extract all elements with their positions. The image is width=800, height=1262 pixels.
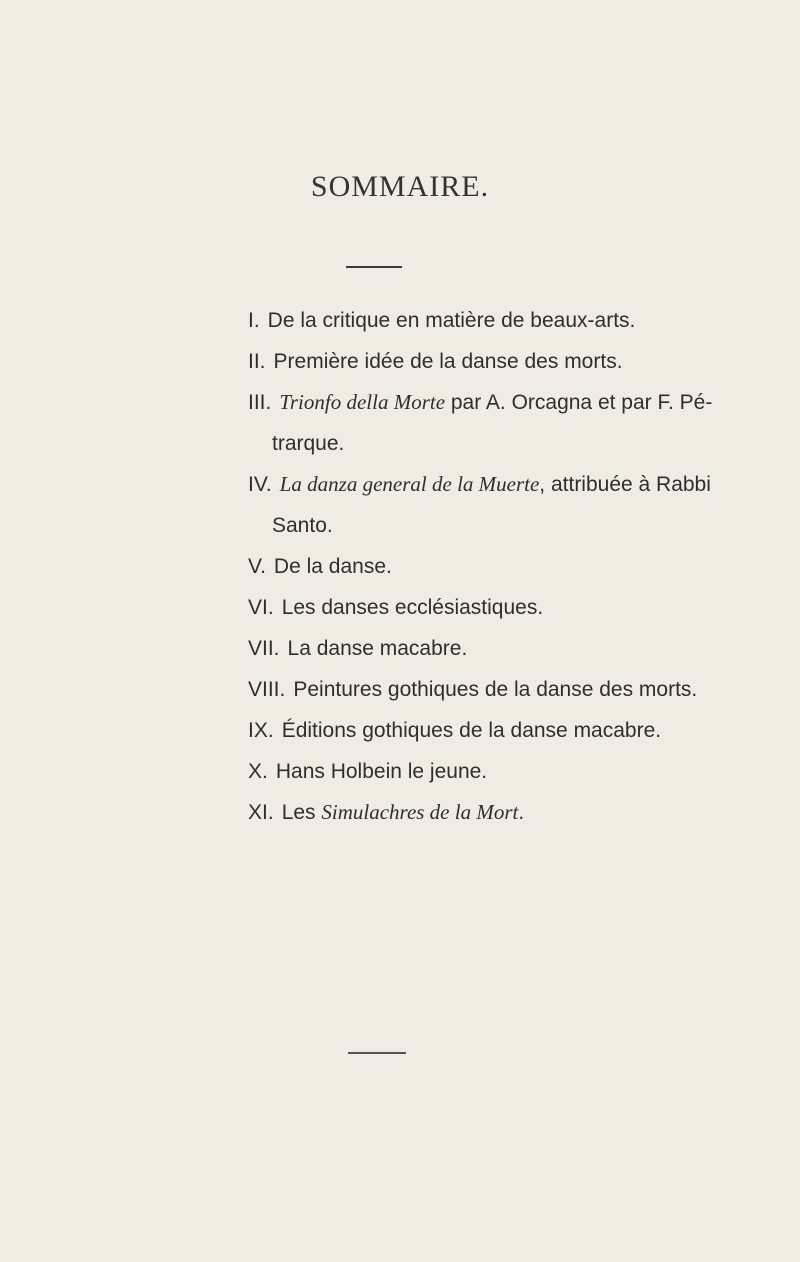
toc-entry-5 [248, 546, 768, 587]
entry-text: De la danse. [273, 555, 392, 578]
entry-text: Peintures gothiques de la danse des morts. [293, 678, 698, 701]
entry-text: La danse macabre. [287, 637, 468, 660]
toc-entry-3 [248, 382, 768, 464]
entry-number: X. [248, 760, 268, 783]
toc-entry-1 [248, 300, 768, 341]
entry-prefix: Les [281, 801, 322, 824]
entry-number: VIII. [248, 678, 286, 701]
entry-number: V. [248, 555, 266, 578]
entry-number: IV. [248, 473, 272, 496]
toc-entry-7 [248, 628, 768, 669]
entry-number: II. [248, 350, 266, 373]
entry-number: VI. [248, 596, 274, 619]
entry-text: , attribuée à Rabbi [539, 473, 711, 496]
toc-entry-10 [248, 751, 768, 792]
entry-number: VII. [248, 637, 280, 660]
top-divider [346, 266, 402, 268]
toc-entry-6 [248, 587, 768, 628]
toc-entry-9 [248, 710, 768, 751]
entry-italic-title: La danza general de la Muerte [279, 472, 540, 496]
entry-continuation: trarque. [272, 432, 345, 455]
toc-entry-11 [248, 792, 768, 833]
entry-number: I. [248, 309, 260, 332]
entry-text: Éditions gothiques de la danse macabre. [281, 719, 662, 742]
entry-italic-title: Trionfo della Morte [279, 390, 446, 414]
entry-italic-title: Simulachres de la Mort [321, 800, 519, 824]
entry-continuation: Santo. [272, 514, 333, 537]
page-title: SOMMAIRE. [310, 170, 490, 203]
toc-entry-2 [248, 341, 768, 382]
toc-entry-8 [248, 669, 768, 710]
entry-number: IX. [248, 719, 274, 742]
table-of-contents [248, 300, 768, 833]
entry-text: Hans Holbein le jeune. [275, 760, 488, 783]
entry-text: Les danses ecclésiastiques. [281, 596, 544, 619]
bottom-divider [348, 1052, 406, 1054]
entry-text: De la critique en matière de beaux-arts. [267, 309, 636, 332]
entry-text: par A. Orcagna et par F. Pé- [445, 391, 713, 414]
entry-number: III. [248, 391, 272, 414]
entry-text: . [518, 801, 525, 824]
entry-number: XI. [248, 801, 274, 824]
entry-text: Première idée de la danse des morts. [273, 350, 623, 373]
toc-entry-4 [248, 464, 768, 546]
